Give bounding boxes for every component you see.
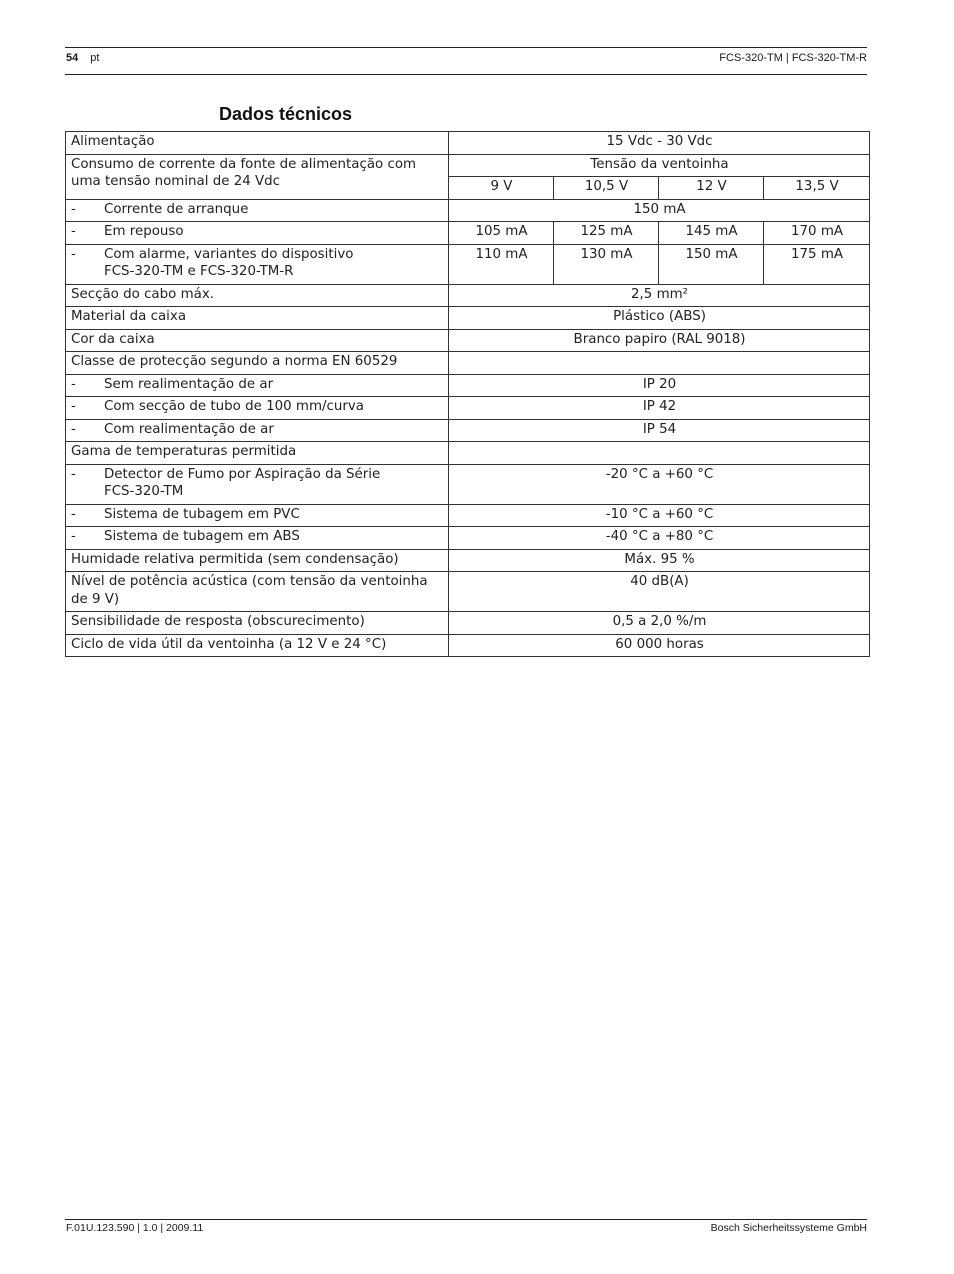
current-cell: 145 mA xyxy=(659,222,764,245)
bullet: - xyxy=(71,224,76,239)
table-row xyxy=(66,464,870,504)
row-label: Humidade relativa permitida (sem condensação) xyxy=(66,549,449,572)
row-label: - Com alarme, variantes do dispositivo FCS-320-TM e FCS-320-TM-R xyxy=(66,244,449,284)
row-value: -20 °C a +60 °C xyxy=(449,464,870,504)
row-value: -10 °C a +60 °C xyxy=(449,504,870,527)
table-row xyxy=(66,154,870,177)
row-label: - Corrente de arranque xyxy=(66,199,449,222)
section-title: Dados técnicos xyxy=(219,104,353,124)
bullet: - xyxy=(71,506,76,522)
language-code: pt xyxy=(90,52,100,64)
row-value: Plástico (ABS) xyxy=(449,307,870,330)
fan-voltage-header: Tensão da ventoinha xyxy=(449,154,870,177)
row-value: 60 000 horas xyxy=(449,634,870,657)
row-label: Consumo de corrente da fonte de alimentação com uma tensão nominal de 24 Vdc xyxy=(66,154,449,199)
company-name: Bosch Sicherheitssysteme GmbH xyxy=(710,1222,867,1234)
current-cell: 150 mA xyxy=(659,244,764,284)
row-label: Cor da caixa xyxy=(66,329,449,352)
row-label: - Em repouso xyxy=(66,222,449,245)
row-value: Máx. 95 % xyxy=(449,549,870,572)
table-row xyxy=(66,244,870,284)
current-cell: 175 mA xyxy=(764,244,870,284)
bullet: - xyxy=(71,421,76,437)
row-value: 2,5 mm² xyxy=(449,284,870,307)
row-label: - Detector de Fumo por Aspiração da Série FCS-320-TM xyxy=(66,464,449,504)
row-label: Secção do cabo máx. xyxy=(66,284,449,307)
voltage-cell: 10,5 V xyxy=(554,177,659,200)
row-label: - Sistema de tubagem em ABS xyxy=(66,527,449,550)
table-row xyxy=(66,329,870,352)
row-label: - Com realimentação de ar xyxy=(66,419,449,442)
voltage-cell: 12 V xyxy=(659,177,764,200)
table-row xyxy=(66,307,870,330)
voltage-cell: 13,5 V xyxy=(764,177,870,200)
page-number: 54 xyxy=(66,52,79,64)
row-value: 0,5 a 2,0 %/m xyxy=(449,612,870,635)
bullet: - xyxy=(71,529,76,544)
table-row xyxy=(66,634,870,657)
table-row xyxy=(66,222,870,245)
table-row xyxy=(66,284,870,307)
row-value: 150 mA xyxy=(449,199,870,222)
row-value: 15 Vdc - 30 Vdc xyxy=(449,132,870,155)
table-row xyxy=(66,442,870,465)
footer-rule xyxy=(65,1219,867,1220)
row-value: IP 54 xyxy=(449,419,870,442)
row-value: IP 20 xyxy=(449,374,870,397)
header-rule-top xyxy=(65,47,867,48)
row-value: IP 42 xyxy=(449,397,870,420)
row-label: Sensibilidade de resposta (obscurecimento) xyxy=(66,612,449,635)
table-row xyxy=(66,612,870,635)
current-cell: 125 mA xyxy=(554,222,659,245)
table-row xyxy=(66,549,870,572)
table-row xyxy=(66,352,870,375)
row-value: Branco papiro (RAL 9018) xyxy=(449,329,870,352)
technical-data-table xyxy=(65,131,870,657)
row-label: Material da caixa xyxy=(66,307,449,330)
row-label: Ciclo de vida útil da ventoinha (a 12 V e 24 °C) xyxy=(66,634,449,657)
row-value-empty xyxy=(449,442,870,465)
row-label: - Com secção de tubo de 100 mm/curva xyxy=(66,397,449,420)
voltage-cell: 9 V xyxy=(449,177,554,200)
row-label: Gama de temperaturas permitida xyxy=(66,442,449,465)
document-id: F.01U.123.590 | 1.0 | 2009.11 xyxy=(66,1222,204,1234)
table-row xyxy=(66,132,870,155)
bullet: - xyxy=(71,246,76,262)
row-value-empty xyxy=(449,352,870,375)
row-label: - Sistema de tubagem em PVC xyxy=(66,504,449,527)
bullet: - xyxy=(71,466,76,482)
row-label: Classe de protecção segundo a norma EN 60529 xyxy=(66,352,449,375)
header-rule-bottom xyxy=(65,74,867,75)
page-header-left xyxy=(66,52,99,64)
current-cell: 110 mA xyxy=(449,244,554,284)
current-cell: 130 mA xyxy=(554,244,659,284)
table-row xyxy=(66,374,870,397)
table-row xyxy=(66,419,870,442)
row-value: -40 °C a +80 °C xyxy=(449,527,870,550)
table-row xyxy=(66,572,870,612)
current-cell: 105 mA xyxy=(449,222,554,245)
row-value: 40 dB(A) xyxy=(449,572,870,612)
bullet: - xyxy=(71,376,76,392)
table-row xyxy=(66,397,870,420)
table-row xyxy=(66,504,870,527)
current-cell: 170 mA xyxy=(764,222,870,245)
product-name: FCS-320-TM | FCS-320-TM-R xyxy=(719,52,867,64)
table-row xyxy=(66,527,870,550)
table-row xyxy=(66,199,870,222)
row-label: Nível de potência acústica (com tensão da ventoinha de 9 V) xyxy=(66,572,449,612)
bullet: - xyxy=(71,399,76,414)
row-label: - Sem realimentação de ar xyxy=(66,374,449,397)
bullet: - xyxy=(71,201,76,217)
row-label: Alimentação xyxy=(66,132,449,155)
